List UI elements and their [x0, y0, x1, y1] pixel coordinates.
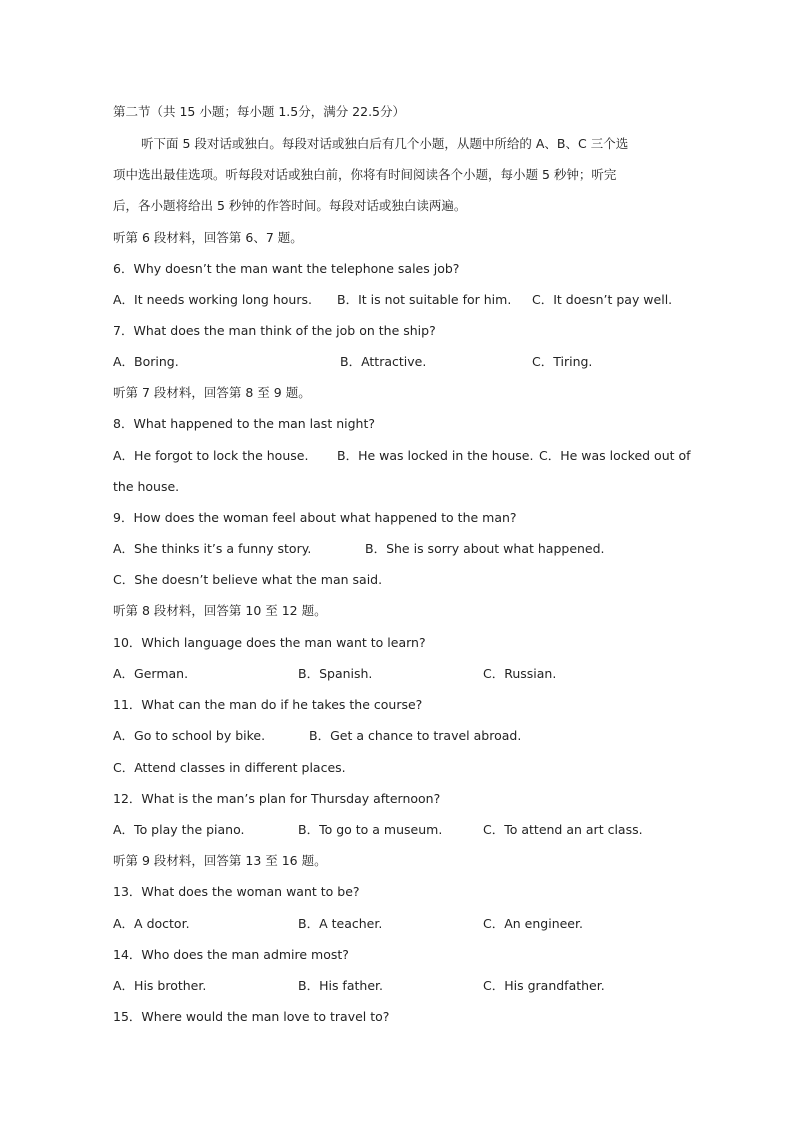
question-6-option-c: C．It doesn’t pay well.: [532, 292, 673, 307]
question-7-option-c: C．Tiring.: [532, 354, 593, 369]
question-7-option-a: A．Boring.: [113, 354, 179, 369]
group-heading-9: 听第 9 段材料，回答第 13 至 16 题。: [113, 853, 327, 868]
question-9-option-c: C．She doesn’t believe what the man said.: [113, 572, 383, 587]
question-11-option-b: B．Get a chance to travel abroad.: [309, 728, 522, 743]
group-heading-6: 听第 6 段材料，回答第 6、7 题。: [113, 230, 303, 245]
group-heading-8: 听第 8 段材料，回答第 10 至 12 题。: [113, 603, 327, 618]
instructions-line-2: 项中选出最佳选项。听每段对话或独白前，你将有时间阅读各个小题，每小题 5 秒钟；听完: [113, 167, 617, 182]
question-8-stem: 8．What happened to the man last night?: [113, 416, 375, 431]
instructions-line-1: 听下面 5 段对话或独白。每段对话或独白后有几个小题，从题中所给的 A、B、C 三个选: [141, 136, 629, 151]
question-9-option-a: A．She thinks it’s a funny story.: [113, 541, 312, 556]
section-header: 第二节（共 15 小题；每小题 1.5分，满分 22.5分）: [113, 104, 406, 119]
question-14-option-b: B．His father.: [298, 978, 383, 993]
question-14-option-c: C．His grandfather.: [483, 978, 605, 993]
question-13-option-c: C．An engineer.: [483, 916, 583, 931]
question-7-option-b: B．Attractive.: [340, 354, 427, 369]
question-15-stem: 15．Where would the man love to travel to?: [113, 1009, 390, 1024]
question-6-option-a: A．It needs working long hours.: [113, 292, 312, 307]
question-12-option-b: B．To go to a museum.: [298, 822, 443, 837]
instructions-line-3: 后，各小题将给出 5 秒钟的作答时间。每段对话或独白读两遍。: [113, 198, 467, 213]
question-7-stem: 7．What does the man think of the job on the ship?: [113, 323, 436, 338]
question-9-option-b: B．She is sorry about what happened.: [365, 541, 605, 556]
question-12-option-c: C．To attend an art class.: [483, 822, 643, 837]
question-13-stem: 13．What does the woman want to be?: [113, 884, 360, 899]
question-14-option-a: A．His brother.: [113, 978, 207, 993]
question-8-option-a: A．He forgot to lock the house.: [113, 448, 309, 463]
question-6-stem: 6．Why doesn’t the man want the telephone sales job?: [113, 261, 460, 276]
question-12-stem: 12．What is the man’s plan for Thursday afternoon?: [113, 791, 441, 806]
question-13-option-b: B．A teacher.: [298, 916, 383, 931]
question-10-option-a: A．German.: [113, 666, 189, 681]
question-9-stem: 9．How does the woman feel about what happened to the man?: [113, 510, 517, 525]
group-heading-7: 听第 7 段材料，回答第 8 至 9 题。: [113, 385, 311, 400]
question-8-option-c-continued: the house.: [113, 479, 180, 494]
question-11-option-c: C．Attend classes in different places.: [113, 760, 346, 775]
question-8-option-c: C．He was locked out of: [539, 448, 691, 463]
question-6-option-b: B．It is not suitable for him.: [337, 292, 512, 307]
question-10-option-b: B．Spanish.: [298, 666, 373, 681]
question-11-stem: 11．What can the man do if he takes the course?: [113, 697, 423, 712]
question-10-option-c: C．Russian.: [483, 666, 557, 681]
question-13-option-a: A．A doctor.: [113, 916, 190, 931]
question-8-option-b: B．He was locked in the house.: [337, 448, 534, 463]
question-11-option-a: A．Go to school by bike.: [113, 728, 266, 743]
question-12-option-a: A．To play the piano.: [113, 822, 245, 837]
question-14-stem: 14．Who does the man admire most?: [113, 947, 349, 962]
question-10-stem: 10．Which language does the man want to learn?: [113, 635, 426, 650]
